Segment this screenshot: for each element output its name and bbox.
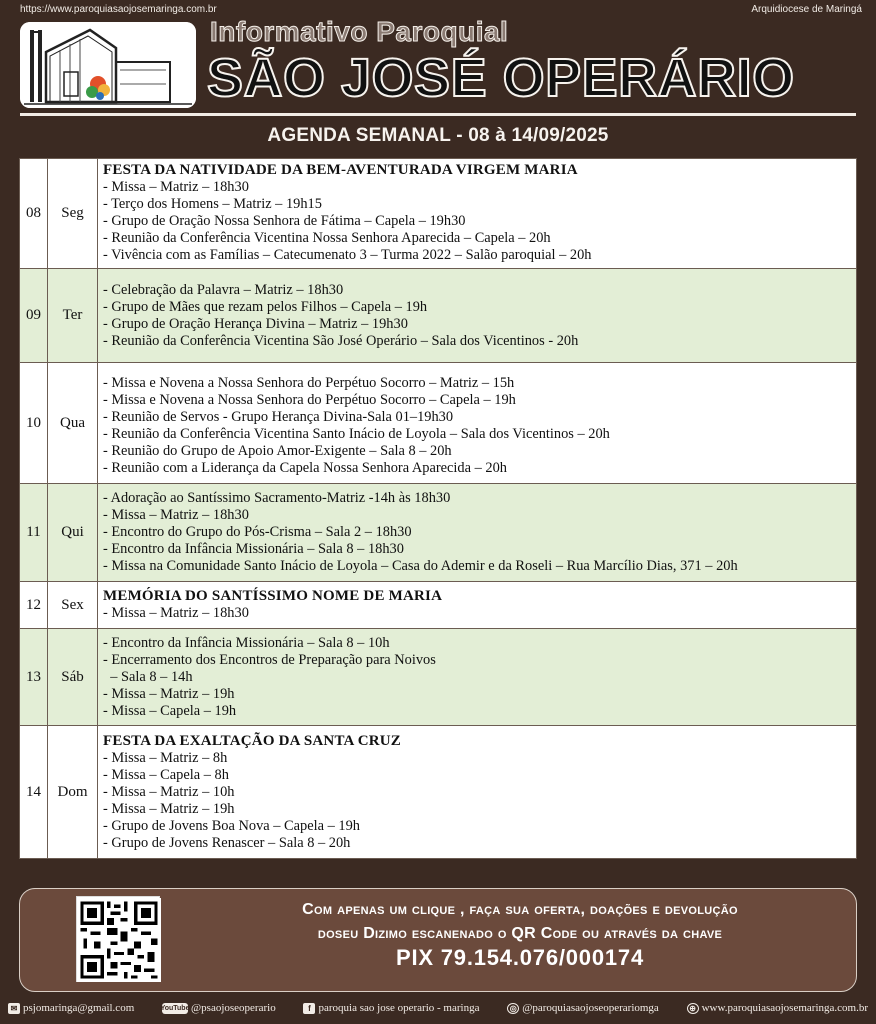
parish-title: SÃO JOSÉ OPERÁRIO [207,48,795,108]
pix-donation-panel [19,888,857,992]
event-item: - Missa – Capela – 8h [103,767,229,783]
event-item: - Reunião da Conferência Vicentina Santo Inácio de Loyola – Sala dos Vicentinos – 20h [103,426,610,442]
events-cell [98,629,856,725]
event-item: - Missa – Matriz – 19h [103,686,235,702]
event-item: - Missa – Matriz – 8h [103,750,228,766]
qr-code[interactable] [76,896,160,982]
event-item: - Grupo de Jovens Renascer – Sala 8 – 20h [103,835,351,851]
agenda-title: AGENDA SEMANAL - 08 à 14/09/2025 [267,125,609,146]
events-cell [98,159,856,268]
facebook-text: paroquia sao jose operario - maringa [318,1002,480,1014]
weekday: Dom [48,726,98,858]
events-cell [98,582,856,628]
agenda-table [19,158,857,859]
instagram-text: @paroquiasaojoseoperariomga [522,1002,659,1014]
event-item: - Missa – Matriz – 19h [103,801,235,817]
archdiocese-label: Arquidiocese de Maringá [751,4,862,15]
event-item: - Missa – Matriz – 18h30 [103,179,249,195]
website-text: www.paroquiasaojosemaringa.com.br [701,1002,868,1014]
day-number: 10 [20,363,48,483]
weekday: Qui [48,484,98,581]
event-item: - Encontro da Infância Missionária – Sala 8 – 18h30 [103,541,404,557]
agenda-row-12 [20,582,856,629]
event-item: - Missa e Novena a Nossa Senhora do Perpétuo Socorro – Matriz – 15h [103,375,515,391]
event-item: - Missa na Comunidade Santo Inácio de Loyola – Casa do Ademir e da Roseli – Rua Marcílio Dias, 371 – 20h [103,558,738,574]
feast-heading: MEMÓRIA DO SANTÍSSIMO NOME DE MARIA [103,588,443,604]
day-number: 08 [20,159,48,268]
event-item: - Grupo de Oração Herança Divina – Matriz – 19h30 [103,316,408,332]
agenda-row-13 [20,629,856,726]
event-item: - Encerramento dos Encontros de Preparação para Noivos [103,652,436,668]
event-item: - Missa – Matriz – 10h [103,784,235,800]
event-item: - Missa – Matriz – 18h30 [103,605,249,621]
youtube-text: @psaojoseoperario [191,1002,276,1014]
site-url[interactable]: https://www.paroquiasaojosemaringa.com.br [20,4,217,15]
event-item: - Missa – Matriz – 18h30 [103,507,249,523]
day-number: 14 [20,726,48,858]
events-cell [98,484,856,581]
agenda-row-10 [20,363,856,484]
agenda-row-08 [20,159,856,269]
footer-youtube[interactable] [162,1002,276,1014]
event-item: – Sala 8 – 14h [103,669,193,685]
agenda-row-11 [20,484,856,582]
event-item: - Encontro do Grupo do Pós-Crisma – Sala 2 – 18h30 [103,524,412,540]
day-number: 13 [20,629,48,725]
event-item: - Vivência com as Famílias – Catecumenato 3 – Turma 2022 – Salão paroquial – 20h [103,247,592,263]
events-cell [98,726,856,858]
event-item: - Grupo de Mães que rezam pelos Filhos – Capela – 19h [103,299,428,315]
pix-text-line-2: doseu Dizimo escanenado o QR Code ou através da chave [317,925,723,942]
events-cell [98,363,856,483]
agenda-row-09 [20,269,856,363]
event-item: - Reunião com a Liderança da Capela Nossa Senhora Aparecida – 20h [103,460,507,476]
youtube-icon: YouTube [160,1004,190,1012]
event-item: - Reunião da Conferência Vicentina Nossa Senhora Aparecida – Capela – 20h [103,230,551,246]
event-item: - Missa e Novena a Nossa Senhora do Perpétuo Socorro – Capela – 19h [103,392,516,408]
day-number: 09 [20,269,48,362]
feast-heading: FESTA DA EXALTAÇÃO DA SANTA CRUZ [103,733,401,749]
event-item: - Reunião do Grupo de Apoio Amor-Exigente – Sala 8 – 20h [103,443,452,459]
event-item: - Encontro da Infância Missionária – Sala 8 – 10h [103,635,390,651]
weekday: Ter [48,269,98,362]
event-item: - Grupo de Oração Nossa Senhora de Fátima – Capela – 19h30 [103,213,466,229]
newsletter-subtitle: Informativo Paroquial [210,16,509,47]
agenda-row-14 [20,726,856,858]
event-item: - Reunião da Conferência Vicentina São José Operário – Sala dos Vicentinos - 20h [103,333,579,349]
footer-website[interactable] [687,1002,868,1014]
footer [8,1000,868,1016]
events-cell [98,269,856,362]
envelope-icon: ✉ [8,1003,20,1014]
day-number: 12 [20,582,48,628]
weekday: Seg [48,159,98,268]
event-item: - Celebração da Palavra – Matriz – 18h30 [103,282,344,298]
church-logo [20,22,196,108]
weekday: Qua [48,363,98,483]
event-item: - Reunião de Servos - Grupo Herança Divina-Sala 01–19h30 [103,409,454,425]
event-item: - Terço dos Homens – Matriz – 19h15 [103,196,322,212]
weekday: Sáb [48,629,98,725]
header-divider [20,113,856,116]
footer-facebook[interactable] [303,1002,479,1014]
footer-instagram[interactable] [507,1002,659,1014]
footer-email[interactable] [8,1002,134,1014]
instagram-icon: ◎ [507,1003,519,1014]
email-text: psjomaringa@gmail.com [23,1002,135,1014]
event-item: - Adoração ao Santíssimo Sacramento-Matriz -14h às 18h30 [103,490,451,506]
facebook-icon: f [303,1003,315,1014]
pix-text-line-1: Com apenas um clique , faça sua oferta, doações e devolução [302,901,738,918]
qr-code-icon [77,897,161,983]
day-number: 11 [20,484,48,581]
pix-key: PIX 79.154.076/000174 [395,945,644,970]
event-item: - Missa – Capela – 19h [103,703,237,719]
church-illustration-icon [20,22,196,108]
feast-heading: FESTA DA NATIVIDADE DA BEM-AVENTURADA VIRGEM MARIA [103,162,578,178]
weekday: Sex [48,582,98,628]
event-item: - Grupo de Jovens Boa Nova – Capela – 19h [103,818,360,834]
globe-icon: ⊕ [687,1003,699,1014]
